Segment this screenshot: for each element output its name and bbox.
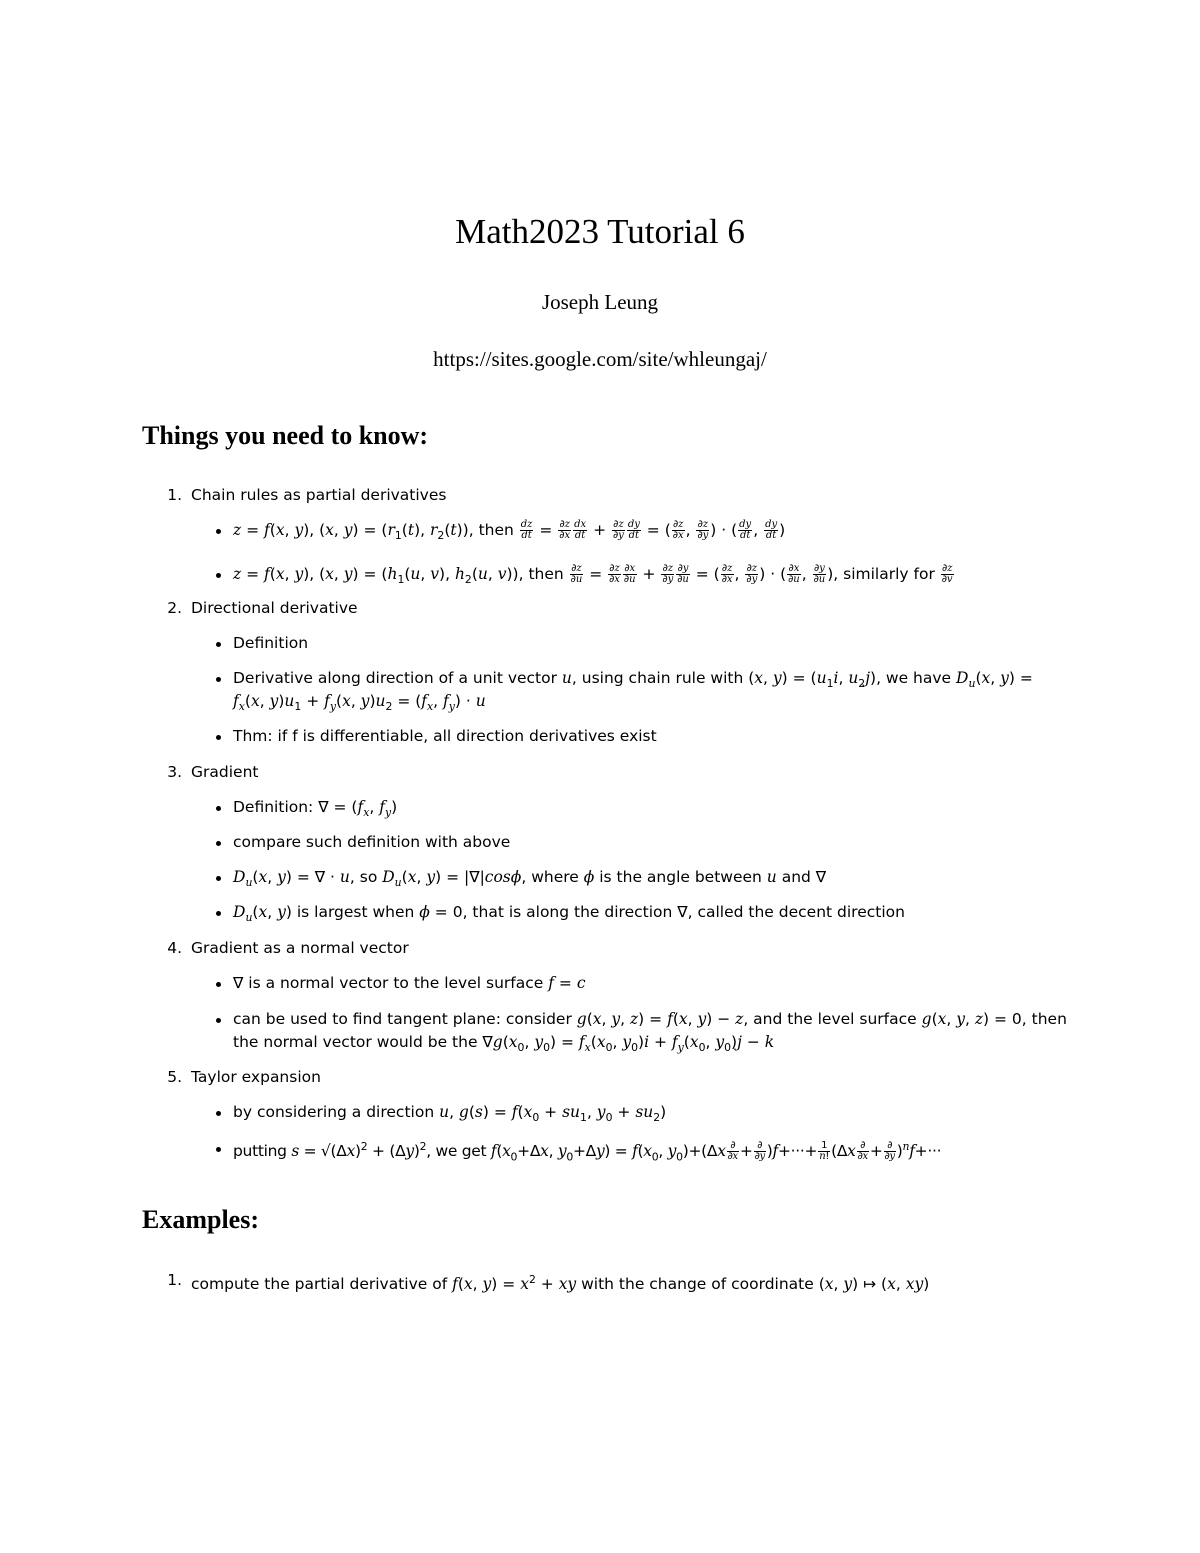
formula-directional-derivative-cont: $f_x(x$, $y)u_1 + f_y(x$, $y)u_2 = (f_x$, $f_y) \cdot u$ xyxy=(233,692,486,714)
list-number: 4. xyxy=(167,939,182,957)
bullet-icon xyxy=(216,841,221,846)
list-item-chain-rules: Chain rules as partial derivatives xyxy=(191,486,447,504)
bullet-icon xyxy=(216,876,221,881)
bullet-icon xyxy=(216,642,221,647)
formula-tangent-plane: can be used to find tangent plane: consider g(x, y, z) = f(x, y) − z, and the level surface g(x, y, z) = 0, then xyxy=(233,1010,1067,1028)
formula-directional-derivative: Derivative along direction of a unit vector u, using chain rule with (x, $y) = (u_1i$, $u_2j$), we have $D_u(x$, y) = xyxy=(233,669,1033,691)
list-item-gradient: Gradient xyxy=(191,763,259,781)
author-url: https://sites.google.com/site/whleungaj/ xyxy=(433,347,767,371)
formula-chain-rule-single-variable: z = f(x, y), (x, $y) = (r_1(t)$, $r_2(t)$), then $\frac{dz}{dt}$ = $\frac{\partial z}{\partial x}$ $\frac{dx}{dt}$ + $\frac{\partial z}{\partial y}$ $\frac{dy}{dt}$ = ( $\frac{\partial z}{\partial x}$ , $\frac{\partial z}{\partial y}$ ) · ( $\frac{dy}{dt}$ , $\frac{dy}{dt}$ ) xyxy=(233,519,786,543)
formula-normal-vector: ∇ is a normal vector to the level surface f = c xyxy=(233,974,586,992)
author-name: Joseph Leung xyxy=(541,290,659,314)
list-number: 2. xyxy=(167,599,182,617)
bullet-icon xyxy=(216,735,221,740)
list-item-gradient-normal: Gradient as a normal vector xyxy=(191,939,409,957)
bullet-icon xyxy=(216,1018,221,1023)
formula-tangent-plane-cont: the normal vector would be the $\nabla g(x_0$, $y_0) = f_x(x_0$, $y_0)i + f_y(x_0$, $y_0)j - k$ xyxy=(233,1033,775,1055)
document-title: Math2023 Tutorial 6 xyxy=(455,212,745,251)
bullet-icon xyxy=(216,529,221,534)
formula-gradient-largest: $D_u(x$, y) is largest when ϕ = 0, that is along the direction ∇, called the decent direction xyxy=(233,903,905,925)
bullet-icon xyxy=(216,677,221,682)
section-heading-examples: Examples: xyxy=(142,1205,259,1234)
section-heading-things-to-know: Things you need to know: xyxy=(142,421,429,450)
formula-example-1: compute the partial derivative of f(x, $y) = x^2$ + xy with the change of coordinate (x, y) ↦ (x, xy) xyxy=(191,1273,930,1294)
bullet-icon xyxy=(216,806,221,811)
formula-gradient-definition: Definition: ∇ = ($f_x$, $f_y$) xyxy=(233,798,398,820)
bullet-icon xyxy=(216,982,221,987)
formula-taylor-direction: by considering a direction u, $g(s) = f(x_0 + su_1$, $y_0 + su_2$) xyxy=(233,1103,667,1125)
formula-taylor-expansion: putting $s = √(\Delta x)^2 + (\Delta y)^2$, we get $f(x_0+\Delta x$, $y_0+\Delta y) = f(x_0$, $y_0)+(\Delta x$ $\frac{\partial}{\partial x}$ + $\frac{\partial}{\partial y}$ )f+···+ $\frac{1}{n!}$ (Δx $\frac{\partial}{\partial x}$ + $\frac{\partial}{\partial y}$ )$^n$f+··· xyxy=(233,1140,942,1164)
list-item-taylor: Taylor expansion xyxy=(191,1068,321,1086)
bullet-icon xyxy=(216,911,221,916)
bullet-icon xyxy=(216,1111,221,1116)
bullet-icon xyxy=(216,573,221,578)
formula-chain-rule-two-variables: z = f(x, y), (x, $y) = (h_1(u$, v), $h_2(u$, v)), then $\frac{\partial z}{\partial u}$ = $\frac{\partial z}{\partial x}$ $\frac{\partial x}{\partial u}$ + $\frac{\partial z}{\partial y}$ $\frac{\partial y}{\partial u}$ = ( $\frac{\partial z}{\partial x}$ , $\frac{\partial z}{\partial y}$ ) · ( $\frac{\partial x}{\partial u}$ , $\frac{\partial y}{\partial u}$ ), similarly for $\frac{\partial z}{\partial v}$ xyxy=(233,563,953,587)
list-item-directional-derivative: Directional derivative xyxy=(191,599,358,617)
bullet-icon xyxy=(216,1147,221,1152)
list-number: 3. xyxy=(167,763,182,781)
list-number: 5. xyxy=(167,1068,182,1086)
list-number: 1. xyxy=(167,1271,182,1289)
list-number: 1. xyxy=(167,486,182,504)
bullet-theorem: Thm: if f is differentiable, all direction derivatives exist xyxy=(233,727,657,745)
formula-gradient-dot: $D_u(x$, y) = ∇ · u, so $D_u(x$, y) = |∇|cosϕ, where ϕ is the angle between u and ∇ xyxy=(233,868,827,890)
bullet-definition: Definition xyxy=(233,634,309,652)
bullet-compare: compare such definition with above xyxy=(233,833,511,851)
